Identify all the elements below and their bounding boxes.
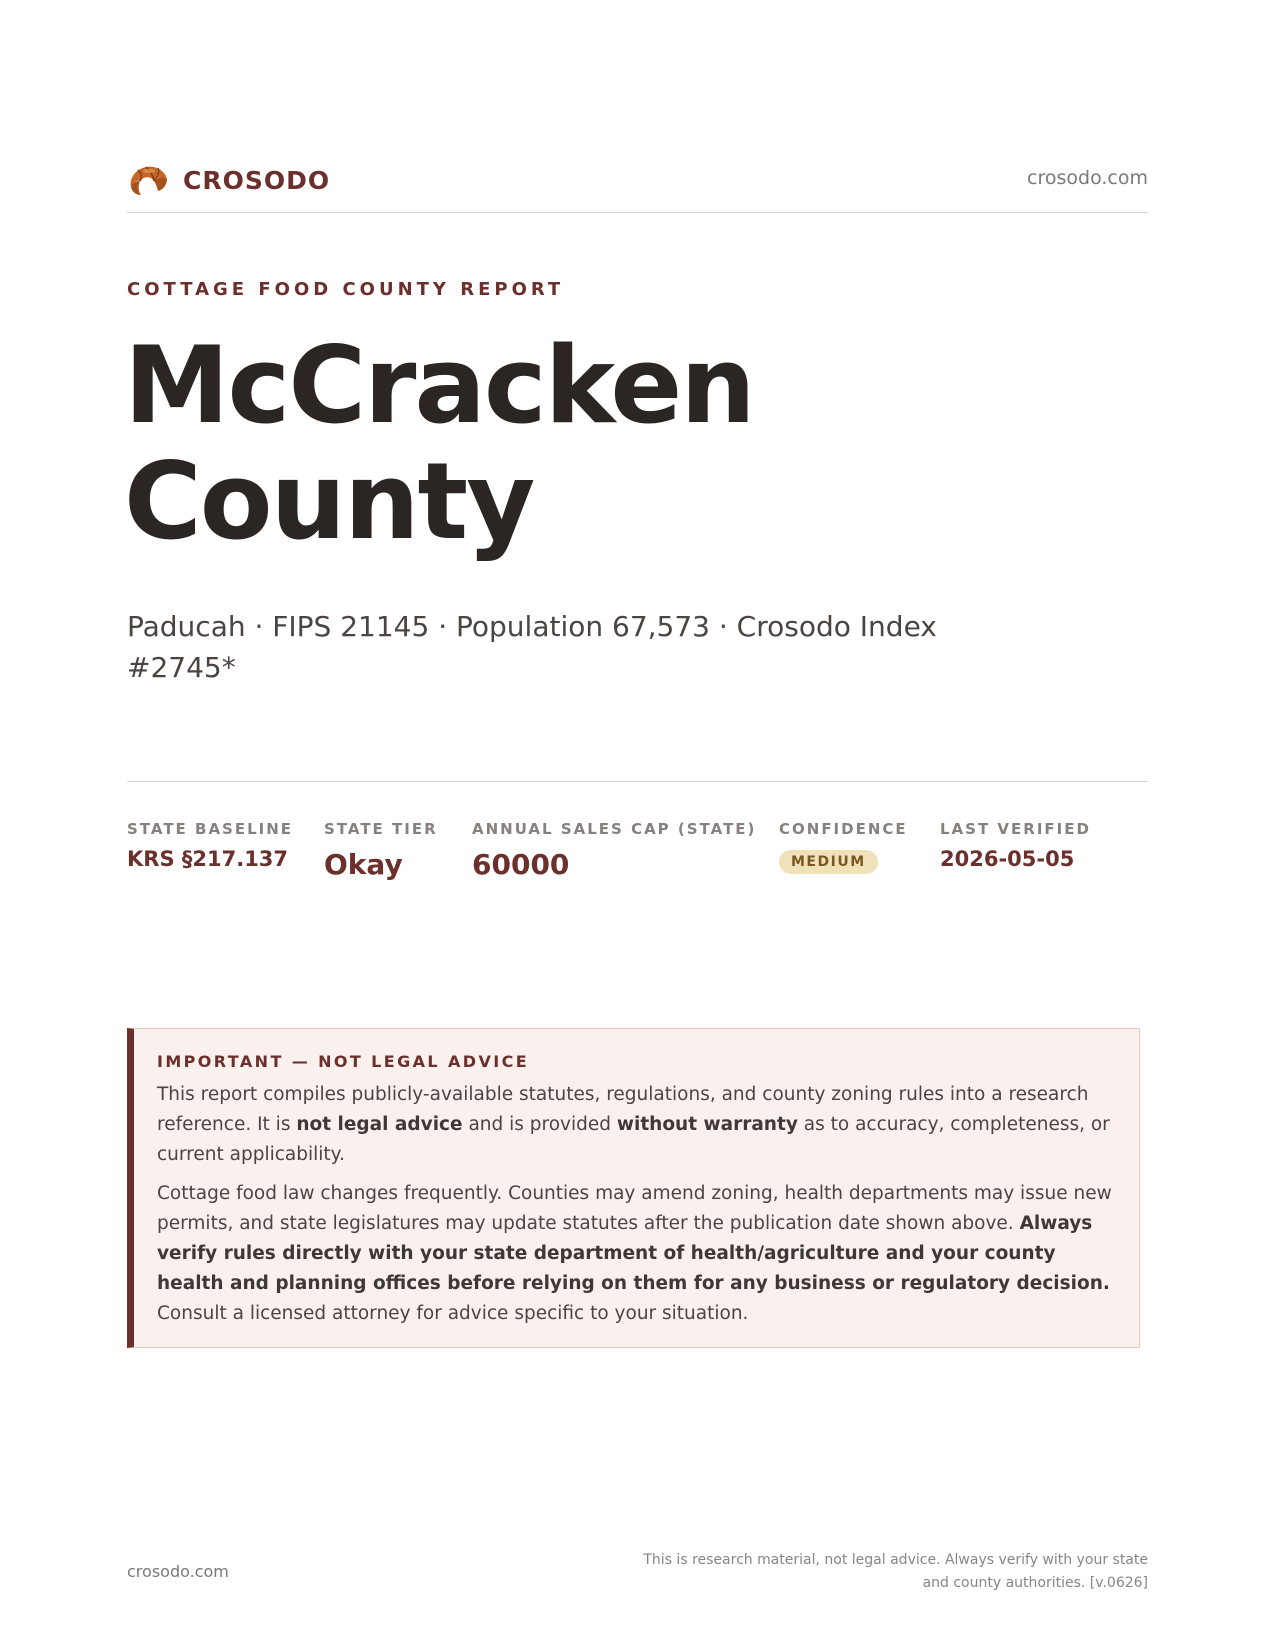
notice-emphasis: not legal advice [296,1114,463,1135]
notice-text: Cottage food law changes frequently. Counties may amend zoning, health departments may issue new permits, and state legislatures may update statutes after the publication date shown above. [157,1183,1112,1234]
site-url[interactable]: crosodo.com [1027,167,1148,189]
footer-disclaimer: This is research material, not legal advice. Always verify with your state and county authorities. [v.0626] [643,1552,1148,1591]
stat-value: 60000 [472,848,570,881]
stat-label: CONFIDENCE [779,820,908,838]
confidence-badge: MEDIUM [779,850,878,874]
footer-site-url[interactable]: crosodo.com [127,1562,229,1581]
stat-annual-sales-cap [472,820,756,881]
stat-label: LAST VERIFIED [940,820,1091,838]
county-title-line-1: McCracken [124,324,754,447]
stat-last-verified [940,820,1091,871]
page-header [127,158,1148,213]
report-eyebrow: COTTAGE FOOD COUNTY REPORT [127,279,565,300]
stat-state-tier [324,820,438,881]
notice-heading: IMPORTANT — NOT LEGAL ADVICE [157,1052,530,1071]
stat-label: STATE BASELINE [127,820,294,838]
notice-emphasis: without warranty [616,1114,798,1135]
stat-label: STATE TIER [324,820,438,838]
stat-label: ANNUAL SALES CAP (STATE) [472,820,757,838]
stat-value: Okay [324,848,403,881]
stat-value: KRS §217.137 [127,847,289,871]
brand[interactable] [127,161,330,199]
stat-state-baseline [127,820,293,871]
notice-text: and is provided [462,1114,617,1135]
notice-text: as to accuracy, completeness, or current applicability. [157,1114,1110,1165]
croissant-icon [127,161,169,199]
county-title-line-2: County [124,440,534,563]
stat-value: 2026-05-05 [940,847,1075,871]
county-title [124,324,1024,563]
legal-notice [127,1028,1140,1348]
county-subtitle: Paducah · FIPS 21145 · Population 67,573 · Crosodo Index #2745* [127,610,937,684]
notice-emphasis: Always verify rules directly with your state department of health/agriculture and your county health and planning offices before relying on them for any business or regulatory decision. [157,1213,1110,1294]
stat-confidence [779,820,908,874]
stats-divider [127,781,1148,782]
notice-paragraph-1 [157,1080,1115,1170]
brand-name: CROSODO [183,165,331,195]
notice-paragraph-2 [157,1179,1115,1329]
notice-text: This report compiles publicly-available statutes, regulations, and county zoning rules into a research reference. It is [157,1084,1089,1135]
notice-text: Consult a licensed attorney for advice specific to your situation. [157,1303,749,1324]
